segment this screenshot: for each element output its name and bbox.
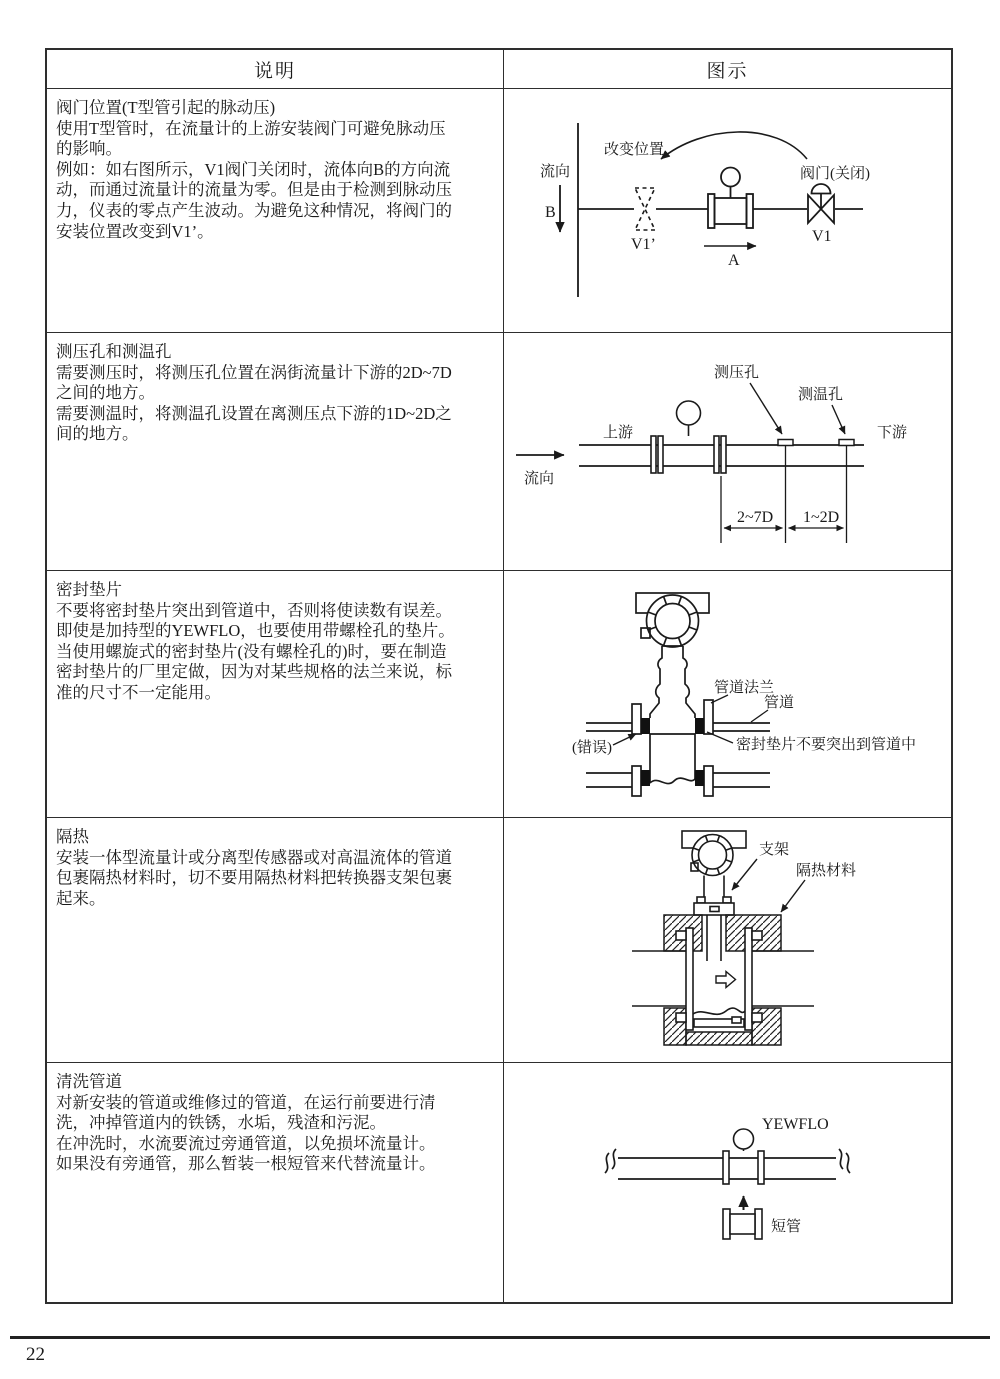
dim-1-2d-label: 1~2D bbox=[803, 509, 840, 526]
table-row-flushing bbox=[47, 1062, 951, 1302]
row-paragraph: 在冲洗时，水流要流过旁通管道，以免损坏流量计。 bbox=[56, 1133, 436, 1153]
header-illustration: 图示 bbox=[706, 60, 749, 82]
bracket-label: 支架 bbox=[759, 842, 790, 858]
pressure-tap-label: 测压孔 bbox=[714, 365, 760, 381]
row-paragraph: 使用T型管时，在流量计的上游安装阀门可避免脉动压的影响。 bbox=[56, 118, 446, 159]
dimension-lines bbox=[721, 446, 847, 543]
row-title: 隔热 bbox=[56, 827, 89, 846]
description-illustration-table bbox=[45, 48, 953, 1304]
relocation-arc-arrow-icon bbox=[661, 132, 807, 159]
downstream-label: 下游 bbox=[877, 425, 908, 441]
pipe-leader bbox=[751, 710, 768, 722]
valve-closed-label: 阀门(关闭) bbox=[800, 166, 870, 182]
description-cell bbox=[47, 571, 504, 817]
pipe-flange-label: 管道法兰 bbox=[714, 680, 775, 696]
valve-icon bbox=[808, 184, 834, 223]
valve-v1-label: V1 bbox=[812, 228, 832, 245]
yewflo-label: YEWFLO bbox=[762, 1116, 829, 1133]
illustration-cell bbox=[504, 89, 951, 332]
description-cell bbox=[47, 333, 504, 570]
flow-arrow-icon bbox=[716, 972, 736, 988]
flushing-diagram bbox=[504, 1063, 951, 1301]
header-description: 说明 bbox=[47, 50, 504, 88]
valve-v1-new-label: V1’ bbox=[631, 236, 656, 253]
flowmeter-icon bbox=[651, 401, 726, 473]
taps-diagram bbox=[504, 333, 951, 569]
insulation-label: 隔热材料 bbox=[796, 863, 857, 879]
short-pipe-label: 短管 bbox=[771, 1219, 802, 1235]
short-pipe-icon bbox=[723, 1209, 762, 1239]
meter-body-icon bbox=[650, 646, 695, 718]
row-paragraph: 不要将密封垫片突出到管道中，否则将使读数有误差。 bbox=[56, 600, 452, 620]
description-cell bbox=[47, 89, 504, 332]
table-row-insulation bbox=[47, 817, 951, 1062]
point-b-label: B bbox=[545, 204, 556, 221]
table-row-gasket bbox=[47, 570, 951, 817]
pipe-label: 管道 bbox=[764, 695, 795, 711]
gasket-note-label: 密封垫片不要突出到管道中 bbox=[736, 737, 917, 753]
flowmeter-icon bbox=[708, 168, 753, 229]
temperature-tap-leader bbox=[832, 405, 845, 434]
row-title: 测压孔和测温孔 bbox=[56, 342, 172, 361]
illustration-cell bbox=[504, 333, 951, 570]
dim-2-7d-label: 2~7D bbox=[737, 509, 774, 526]
insulation-diagram bbox=[504, 818, 951, 1061]
pressure-tap-leader bbox=[750, 383, 782, 434]
transmitter-head-icon bbox=[682, 831, 746, 876]
row-paragraph: 当使用螺旋式的密封垫片(没有螺栓孔的)时，要在制造密封垫片的厂里定做，因为对某些规格的法兰来说，标准的尺寸不一定能用。 bbox=[56, 641, 452, 702]
wrong-label: (错误) bbox=[572, 740, 612, 756]
table-header-row bbox=[47, 50, 951, 88]
page-number: 22 bbox=[26, 1344, 45, 1365]
illustration-cell bbox=[504, 571, 951, 817]
note-leader bbox=[707, 732, 733, 743]
gasket-diagram bbox=[504, 571, 951, 816]
point-a-label: A bbox=[728, 252, 740, 269]
pipe-flange-leader bbox=[711, 695, 728, 703]
row-paragraph: 需要测压时，将测压孔位置在涡街流量计下游的2D~7D之间的地方。 bbox=[56, 362, 452, 403]
table-row-taps bbox=[47, 332, 951, 570]
change-position-label: 改变位置 bbox=[604, 142, 665, 158]
row-paragraph: 对新安装的管道或维修过的管道，在运行前要进行清洗，冲掉管道内的铁锈，水垢，残渣和污泥。 bbox=[56, 1092, 436, 1133]
row-paragraph: 需要测温时，将测温孔设置在离测压点下游的1D~2D之间的地方。 bbox=[56, 403, 452, 444]
pressure-tap-icon bbox=[778, 440, 793, 446]
flow-direction-label: 流向 bbox=[540, 164, 571, 180]
relocated-valve-dashed-icon bbox=[635, 188, 655, 230]
description-cell bbox=[47, 1063, 504, 1302]
row-paragraph: 例如：如右图所示，V1阀门关闭时，流体向B的方向流动，而通过流量计的流量为零。但是由于检测到脉动压力，仪表的零点产生波动。为避免这种情况，将阀门的安装位置改变到V1’。 bbox=[56, 159, 452, 241]
upstream-label: 上游 bbox=[603, 425, 634, 441]
insulation-leader bbox=[781, 880, 805, 912]
row-paragraph: 即使是加持型的YEWFLO，也要使用带螺栓孔的垫片。 bbox=[56, 621, 455, 641]
footer-rule bbox=[10, 1336, 990, 1339]
row-paragraph: 安装一体型流量计或分离型传感器或对高温流体的管道包裹隔热材料时，切不要用隔热材料把转换器支架包裹起来。 bbox=[56, 847, 452, 908]
illustration-cell bbox=[504, 1063, 951, 1302]
flowmeter-icon bbox=[723, 1129, 764, 1184]
wrong-leader bbox=[613, 734, 636, 745]
temperature-tap-label: 测温孔 bbox=[798, 387, 844, 403]
row-title: 清洗管道 bbox=[56, 1072, 122, 1091]
row-paragraph: 如果没有旁通管，那么暂装一根短管来代替流量计。 bbox=[56, 1154, 436, 1174]
transmitter-head-icon bbox=[636, 593, 709, 647]
description-cell bbox=[47, 818, 504, 1062]
row-title: 阀门位置(T型管引起的脉动压) bbox=[56, 98, 276, 117]
temperature-tap-icon bbox=[839, 440, 854, 446]
bracket-leader bbox=[732, 859, 757, 890]
row-title: 密封垫片 bbox=[56, 580, 122, 599]
illustration-cell bbox=[504, 818, 951, 1062]
flow-direction-label: 流向 bbox=[524, 471, 555, 487]
valve-position-diagram bbox=[504, 89, 951, 331]
table-row-valve-position bbox=[47, 88, 951, 332]
